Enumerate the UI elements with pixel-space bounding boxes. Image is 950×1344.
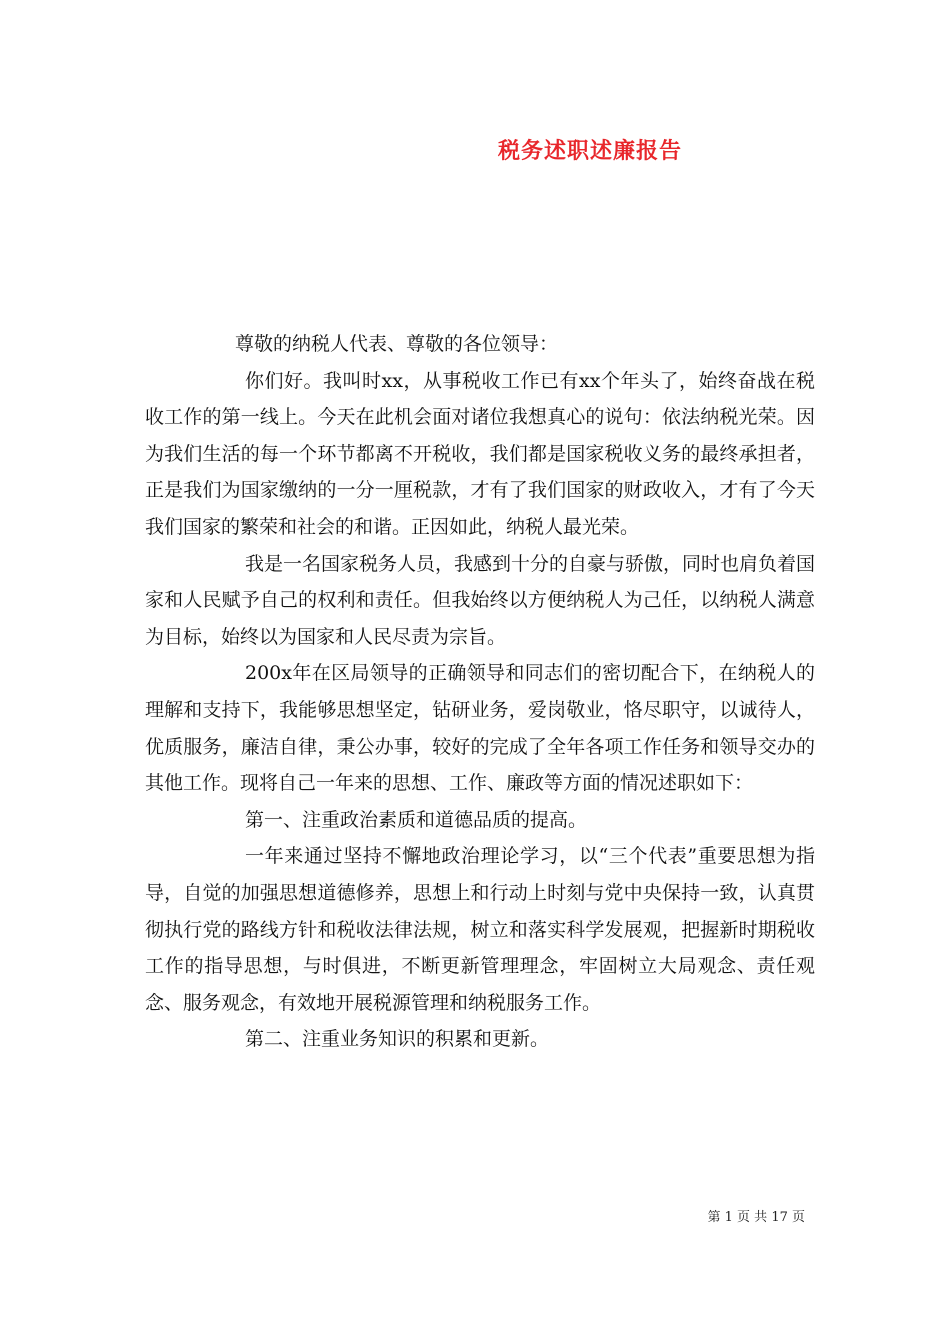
document-title: 税务述职述廉报告 bbox=[497, 138, 682, 164]
page-number-footer: 第 1 页 共 17 页 bbox=[707, 1210, 805, 1225]
document-body bbox=[145, 326, 815, 1058]
body-paragraph: 一年来通过坚持不懈地政治理论学习，以“三个代表”重要思想为指导，自觉的加强思想道德修养，思想上和行动上时刻与党中央保持一致，认真贯彻执行党的路线方针和税收法律法规，树立和落实科学发展观，把握新时期税收工作的指导思想，与时俱进，不断更新管理理念，牢固树立大局观念、责任观念、服务观念，有效地开展税源管理和纳税服务工作。 bbox=[145, 845, 815, 1014]
section-heading: 第二、注重业务知识的积累和更新。 bbox=[245, 1028, 550, 1051]
body-paragraph: 我是一名国家税务人员，我感到十分的自豪与骄傲，同时也肩负着国家和人民赋予自己的权利和责任。但我始终以方便纳税人为己任，以纳税人满意为目标，始终以为国家和人民尽责为宗旨。 bbox=[145, 552, 816, 648]
salutation-paragraph: 尊敬的纳税人代表、尊敬的各位领导： bbox=[235, 333, 559, 355]
body-paragraph: 你们好。我叫时xx，从事税收工作已有xx个年头了，始终奋战在税收工作的第一线上。今天在此机会面对诸位我想真心的说句：依法纳税光荣。因为我们生活的每一个环节都离不开税收，我们都是国家税收义务的最终承担者，正是我们为国家缴纳的一分一厘税款，才有了我们国家的财政收入，才有了今天我们国家的繁荣和社会的和谐。正因如此，纳税人最光荣。 bbox=[145, 369, 815, 538]
section-heading: 第一、注重政治素质和道德品质的提高。 bbox=[245, 808, 588, 831]
body-paragraph: 200x年在区局领导的正确领导和同志们的密切配合下，在纳税人的理解和支持下，我能够思想坚定，钻研业务，爱岗敬业，恪尽职守，以诚待人，优质服务，廉洁自律，秉公办事，较好的完成了全年各项工作任务和领导交办的其他工作。现将自己一年来的思想、工作、廉政等方面的情况述职如下： bbox=[145, 662, 815, 795]
